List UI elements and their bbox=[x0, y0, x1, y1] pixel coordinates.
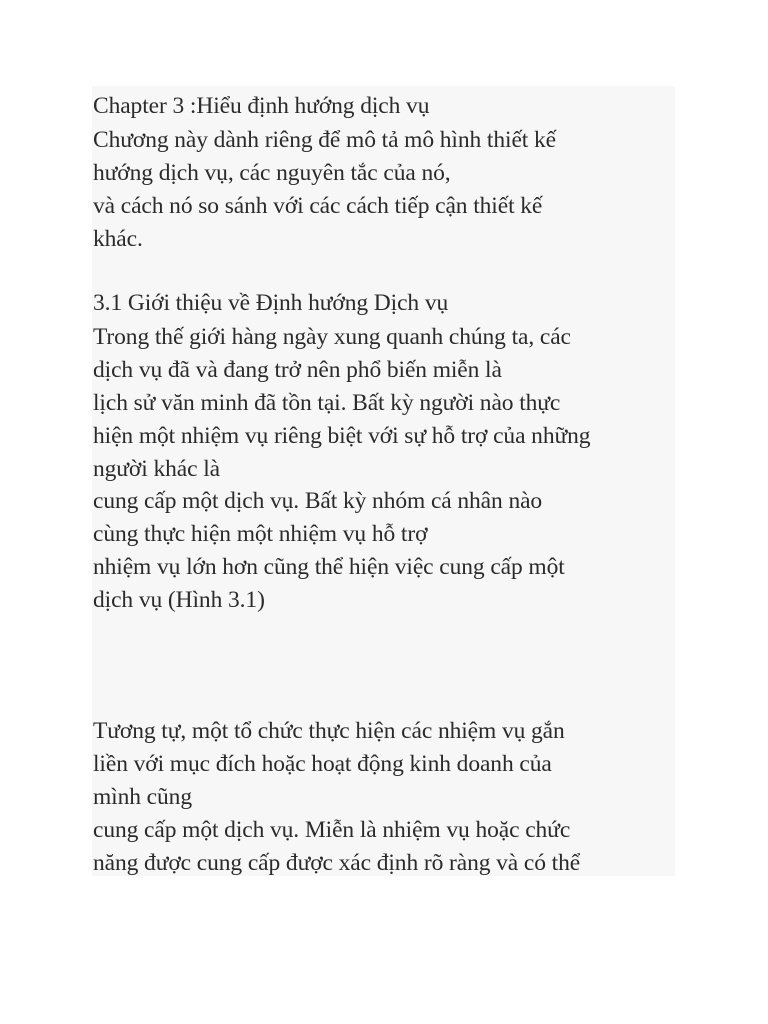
text-line: nhiệm vụ lớn hơn cũng thể hiện việc cung cấp một bbox=[93, 554, 565, 580]
text-line: lịch sử văn minh đã tồn tại. Bất kỳ người nào thực bbox=[93, 390, 561, 416]
text-line: Chương này dành riêng để mô tả mô hình thiết kế bbox=[93, 127, 556, 153]
section-heading: 3.1 Giới thiệu về Định hướng Dịch vụ bbox=[93, 290, 449, 316]
text-line: liền với mục đích hoặc hoạt động kinh doanh của bbox=[93, 751, 552, 777]
text-line: năng được cung cấp được xác định rõ ràng và có thể bbox=[93, 850, 581, 876]
text-line: mình cũng bbox=[93, 784, 192, 810]
text-line: dịch vụ đã và đang trở nên phổ biến miễn là bbox=[93, 357, 502, 383]
text-line: khác. bbox=[93, 226, 143, 252]
text-line: người khác là bbox=[93, 456, 220, 482]
chapter-title: Chapter 3 :Hiểu định hướng dịch vụ bbox=[93, 93, 430, 119]
text-line: cung cấp một dịch vụ. Bất kỳ nhóm cá nhân nào bbox=[93, 488, 543, 514]
text-line: Trong thế giới hàng ngày xung quanh chúng ta, các bbox=[93, 324, 571, 350]
text-line: hiện một nhiệm vụ riêng biệt với sự hỗ trợ của những bbox=[93, 423, 591, 449]
text-line: và cách nó so sánh với các cách tiếp cận thiết kế bbox=[93, 193, 543, 219]
text-line: Tương tự, một tổ chức thực hiện các nhiệm vụ gắn bbox=[93, 718, 565, 744]
text-line: dịch vụ (Hình 3.1) bbox=[93, 587, 265, 613]
text-line: hướng dịch vụ, các nguyên tắc của nó, bbox=[93, 160, 451, 186]
text-line: cung cấp một dịch vụ. Miễn là nhiệm vụ hoặc chức bbox=[93, 817, 571, 843]
text-line: cùng thực hiện một nhiệm vụ hỗ trợ bbox=[93, 521, 428, 547]
